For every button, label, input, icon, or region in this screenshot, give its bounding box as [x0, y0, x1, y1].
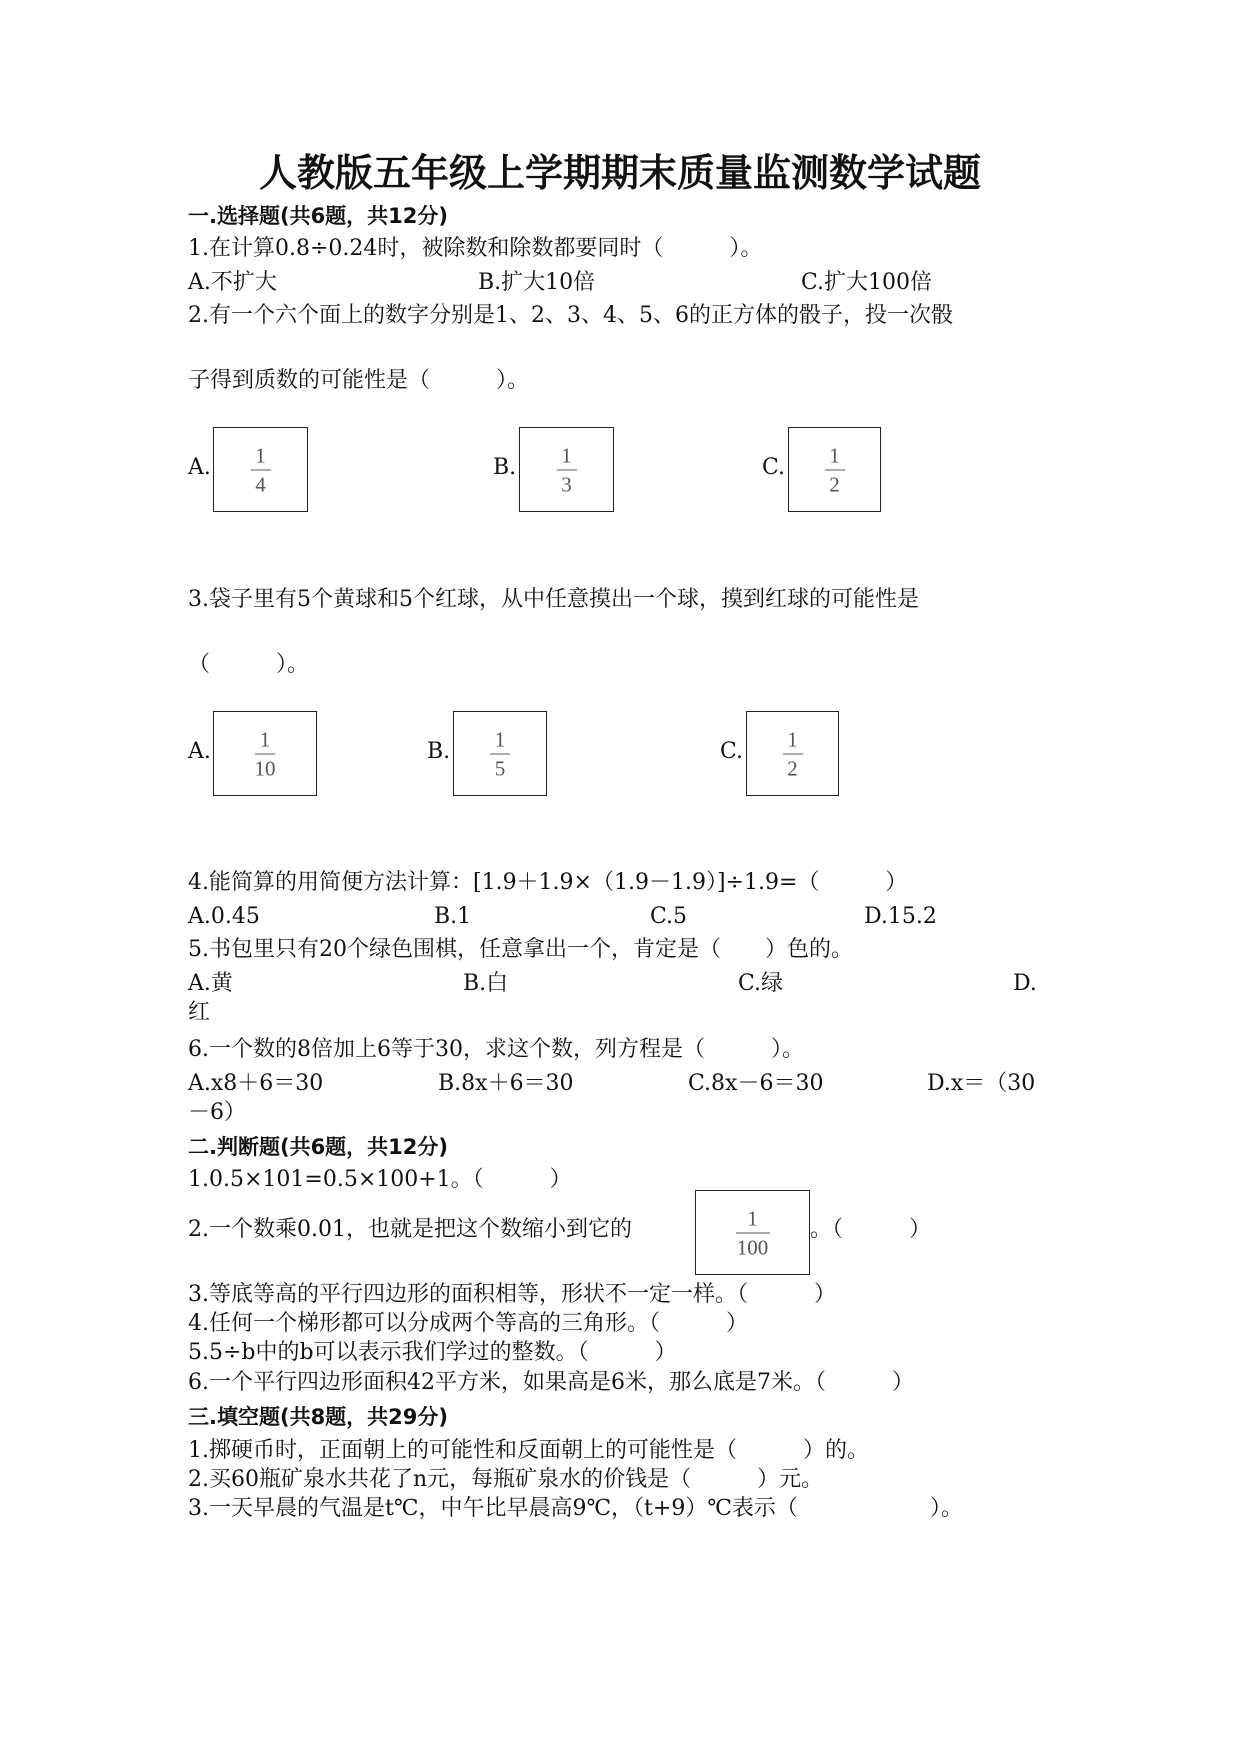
- fraction-denominator: 10: [254, 756, 276, 780]
- fraction-numerator: 1: [787, 727, 798, 751]
- judge-question-2-text: 2.一个数乘0.01，也就是把这个数缩小到它的: [188, 1217, 632, 1242]
- question-4-option-b: B.1: [434, 904, 472, 929]
- question-1-stem: 1.在计算0.8÷0.24时，被除数和除数都要同时（ ）。: [188, 236, 763, 261]
- judge-question-2-tail: 。（ ）: [810, 1217, 932, 1242]
- section-heading-judge: 二.判断题(共6题，共12分): [188, 1135, 449, 1159]
- judge-question-2-fraction-box: [695, 1190, 810, 1275]
- fraction-numerator: 1: [747, 1206, 758, 1230]
- question-5-option-d-wrap: 红: [188, 1000, 211, 1025]
- judge-question-6: 6.一个平行四边形面积42平方米，如果高是6米，那么底是7米。（ ）: [188, 1370, 914, 1395]
- judge-question-3: 3.等底等高的平行四边形的面积相等，形状不一定一样。（ ）: [188, 1282, 836, 1307]
- question-1-option-c: C.扩大100倍: [801, 270, 933, 295]
- question-3-option-a: A.: [188, 739, 211, 764]
- question-3-option-b-fraction-box: [453, 711, 547, 796]
- fraction-numerator: 1: [561, 443, 572, 467]
- question-6-option-d: D.x＝（30: [927, 1071, 1036, 1096]
- question-6-option-a: A.x8＋6＝30: [188, 1071, 324, 1096]
- fill-question-2: 2.买60瓶矿泉水共花了n元，每瓶矿泉水的价钱是（ ）元。: [188, 1467, 824, 1492]
- question-3-option-c: C.: [720, 739, 744, 764]
- fraction-denominator: 3: [561, 472, 572, 496]
- fraction-numerator: 1: [494, 727, 506, 751]
- question-2-option-c-fraction-box: [788, 427, 881, 512]
- question-4-option-a: A.0.45: [188, 904, 260, 929]
- question-5-option-c: C.绿: [738, 971, 784, 996]
- question-3-option-c-fraction-box: [746, 711, 839, 796]
- section-heading-fill: 三.填空题(共8题，共29分): [188, 1405, 449, 1429]
- fraction-denominator: 2: [787, 756, 798, 780]
- question-6-stem: 6.一个数的8倍加上6等于30，求这个数，列方程是（ ）。: [188, 1037, 804, 1062]
- question-5-option-a: A.黄: [188, 971, 233, 996]
- question-2-option-a: A.: [188, 455, 211, 480]
- question-4-stem: 4.能简算的用简便方法计算：[1.9＋1.9×（1.9－1.9）]÷1.9=（ ）: [188, 870, 908, 895]
- fraction-denominator: 100: [736, 1235, 769, 1259]
- judge-question-1: 1.0.5×101=0.5×100+1。（ ）: [188, 1167, 572, 1192]
- question-4-option-c: C.5: [650, 904, 688, 929]
- judge-question-4: 4.任何一个梯形都可以分成两个等高的三角形。（ ）: [188, 1311, 748, 1336]
- fraction-numerator: 1: [255, 443, 266, 467]
- question-4-option-d: D.15.2: [864, 904, 937, 929]
- question-2-option-c: C.: [762, 455, 786, 480]
- question-5-option-b: B.白: [463, 971, 509, 996]
- question-5-stem: 5.书包里只有20个绿色围棋，任意拿出一个，肯定是（ ）色的。: [188, 937, 853, 962]
- fraction-denominator: 2: [829, 472, 840, 496]
- question-6-option-c: C.8x－6＝30: [688, 1071, 824, 1096]
- question-2-option-b-fraction-box: [519, 427, 614, 512]
- question-2-option-b: B.: [493, 455, 517, 480]
- question-5-option-d: D.: [1013, 971, 1037, 996]
- fill-question-3: 3.一天早晨的气温是t℃，中午比早晨高9℃，（t+9）℃表示（ ）。: [188, 1496, 963, 1521]
- question-3-option-b: B.: [427, 739, 451, 764]
- question-2-stem-line1: 2.有一个六个面上的数字分别是1、2、3、4、5、6的正方体的骰子，投一次骰: [188, 303, 953, 328]
- question-1-option-a: A.不扩大: [188, 270, 277, 295]
- question-6-option-b: B.8x＋6＝30: [438, 1071, 574, 1096]
- section-heading-choice: 一.选择题(共6题，共12分): [188, 204, 449, 228]
- fraction-numerator: 1: [259, 727, 271, 751]
- fraction-denominator: 4: [255, 472, 266, 496]
- question-2-option-a-fraction-box: [213, 427, 308, 512]
- question-1-option-b: B.扩大10倍: [478, 270, 596, 295]
- question-3-stem-line2: （ ）。: [188, 652, 310, 677]
- question-2-stem-line2: 子得到质数的可能性是（ ）。: [188, 368, 530, 393]
- question-3-option-a-fraction-box: [213, 711, 317, 796]
- fraction-denominator: 5: [494, 756, 506, 780]
- question-3-stem-line1: 3.袋子里有5个黄球和5个红球，从中任意摸出一个球，摸到红球的可能性是: [188, 587, 919, 612]
- judge-question-5: 5.5÷b中的b可以表示我们学过的整数。（ ）: [188, 1340, 677, 1365]
- question-6-option-d-wrap: －6）: [188, 1100, 246, 1125]
- page-title: 人教版五年级上学期期末质量监测数学试题: [258, 150, 981, 195]
- fraction-numerator: 1: [829, 443, 840, 467]
- fill-question-1: 1.掷硬币时，正面朝上的可能性和反面朝上的可能性是（ ）的。: [188, 1438, 869, 1463]
